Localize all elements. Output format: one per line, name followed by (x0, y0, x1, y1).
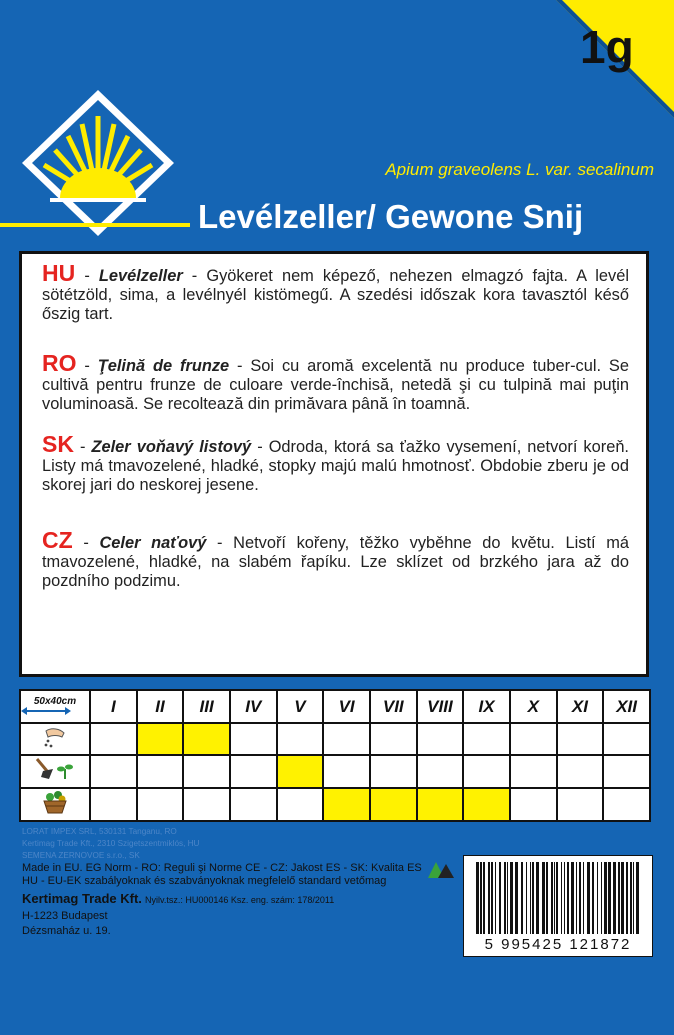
barcode-bar (561, 862, 562, 934)
description-cz: CZ - Celer naťový - Netvoří kořeny, těžko vyběhne do květu. Listí má tmavozelené, hladké, na slabém řapíku. Lze sklízet od brzkého jara až do pozdního podzimu. (42, 527, 630, 590)
month-header: VIII (417, 690, 464, 723)
barcode-bar (567, 862, 569, 934)
month-cell (557, 723, 604, 755)
month-cell (183, 723, 230, 755)
barcode-bar (636, 862, 639, 934)
seed-weight: 1g (580, 21, 634, 73)
norm-line: Made in EU. EG Norm - RO: Reguli şi Norme CE - CZ: Jakost ES - SK: Kvalita ES (22, 862, 422, 874)
month-header: X (510, 690, 557, 723)
month-cell (183, 788, 230, 821)
barcode-bar (587, 862, 590, 934)
month-header: XI (557, 690, 604, 723)
barcode-bar (579, 862, 581, 934)
distributor-line: Kertimag Trade Kft., 2310 Szigetszentmiklós, HU (22, 839, 200, 848)
barcode-bar (507, 862, 508, 934)
calendar-row-sowing (20, 723, 650, 755)
certification-logo-icon (426, 860, 456, 880)
month-cell (137, 755, 184, 787)
product-title: Levélzeller/ Gewone Snij (198, 198, 584, 235)
barcode-bar (571, 862, 574, 934)
barcode-bar (510, 862, 513, 934)
month-header: IX (463, 690, 510, 723)
variety-name: Zeler voňavý listový (91, 438, 252, 456)
spacing-cell (20, 690, 90, 723)
month-cell (183, 755, 230, 787)
latin-name: Apium graveolens L. var. secalinum (385, 160, 654, 179)
distributor-line: LORAT IMPEX SRL, 530131 Tanganu, RO (22, 827, 177, 836)
barcode-bar (499, 862, 501, 934)
barcode-bar (532, 862, 534, 934)
month-cell (90, 723, 137, 755)
barcode (463, 855, 653, 957)
barcode-bar (504, 862, 506, 934)
barcode-bars (472, 862, 644, 934)
barcode-bar (601, 862, 602, 934)
address-line: Dézsmaház u. 19. (22, 925, 111, 937)
company-name: Kertimag Trade Kft. (22, 891, 142, 906)
description-hu: HU - Levélzeller - Gyökeret nem képező, nehezen elmagzó fajta. A levél sötétzöld, sima, a levélnyél kistömegű. A szedési időszak kora tavasztól késő őszig tart. (42, 260, 629, 323)
barcode-bar (491, 862, 493, 934)
harvest-basket-icon (20, 788, 90, 821)
month-cell (230, 788, 277, 821)
barcode-bar (480, 862, 482, 934)
month-cell (137, 723, 184, 755)
barcode-bar (476, 862, 479, 934)
sowing-calendar (19, 689, 651, 822)
barcode-bar (551, 862, 553, 934)
description-text: Odroda, ktorá sa ťažko vysemení, netvorí koreň. Listy má tmavozelené, hladké, stopky majú malú hmotnosť. Obdobie zberu je od skorej jari do neskorej jesene. (42, 438, 629, 494)
variety-name: Levélzeller (98, 267, 183, 285)
language-code: RO (42, 350, 77, 376)
month-cell (603, 755, 650, 787)
calendar-header-row (20, 690, 650, 723)
norm-line: HU - EU-EK szabályoknak és szabványoknak megfelelő standard vetőmag (22, 874, 387, 887)
address-line: H-1223 Budapest (22, 909, 108, 922)
month-header: II (137, 690, 184, 723)
month-cell (417, 755, 464, 787)
month-header: VI (323, 690, 370, 723)
month-header: V (277, 690, 324, 723)
month-cell (510, 723, 557, 755)
barcode-bar (633, 862, 634, 934)
spacing-label: 50x40cm (33, 696, 77, 708)
month-cell (417, 723, 464, 755)
barcode-bar (608, 862, 611, 934)
month-cell (323, 755, 370, 787)
barcode-bar (556, 862, 558, 934)
month-cell (557, 788, 604, 821)
barcode-bar (526, 862, 527, 934)
month-cell (463, 723, 510, 755)
month-cell (323, 723, 370, 755)
month-header: III (183, 690, 230, 723)
month-cell (370, 755, 417, 787)
sun-logo-icon (20, 88, 176, 238)
month-cell (90, 755, 137, 787)
barcode-bar (618, 862, 620, 934)
registry-numbers: Nyilv.tsz.: HU000146 Ksz. eng. szám: 178/2011 (144, 895, 335, 905)
sowing-hand-icon (20, 723, 90, 755)
barcode-bar (536, 862, 539, 934)
month-cell (417, 788, 464, 821)
month-header: VII (370, 690, 417, 723)
month-cell (370, 788, 417, 821)
double-arrow-icon (21, 707, 71, 715)
language-code: HU (42, 260, 76, 286)
distributor-line: SEMENA ZERNOVOE s.r.o., SK (22, 851, 140, 860)
barcode-bar (546, 862, 548, 934)
barcode-bar (521, 862, 523, 934)
barcode-bar (483, 862, 485, 934)
month-cell (277, 723, 324, 755)
barcode-number: 5 995425 121872 (484, 936, 632, 953)
month-header: IV (230, 690, 277, 723)
variety-name: Celer naťový (99, 534, 207, 552)
description-box (19, 251, 649, 677)
month-cell (323, 788, 370, 821)
barcode-bar (564, 862, 565, 934)
barcode-bar (495, 862, 496, 934)
barcode-bar (542, 862, 545, 934)
barcode-bar (592, 862, 594, 934)
barcode-bar (488, 862, 490, 934)
calendar-row-harvest (20, 788, 650, 821)
barcode-bar (583, 862, 584, 934)
description-text: Netvoří kořeny, těžko vyběhne do květu. Listí má tmavozelené, hladké, na slabém řapíku. Lze sklízet od brzkého jara až do pozdního podzimu. (42, 534, 630, 590)
title-accent-line (0, 223, 190, 227)
legal-fine-print (22, 862, 462, 938)
month-cell (230, 723, 277, 755)
description-ro: RO - Ţelină de frunze - Soi cu aromă excelentă nu produce tuber-cul. Se cultivă pentru frunze de culoare verde-închisă, netedă şi cu tulpină mai puţin voluminoasă. Se recoltează din primăvara până în toamnă. (42, 350, 629, 413)
month-cell (230, 755, 277, 787)
month-cell (603, 723, 650, 755)
calendar-row-planting (20, 755, 650, 787)
barcode-bar (554, 862, 555, 934)
month-cell (277, 788, 324, 821)
barcode-bar (621, 862, 624, 934)
barcode-bar (626, 862, 628, 934)
barcode-bar (576, 862, 577, 934)
barcode-bar (530, 862, 531, 934)
month-cell (603, 788, 650, 821)
barcode-bar (597, 862, 598, 934)
barcode-bar (515, 862, 518, 934)
month-cell (90, 788, 137, 821)
month-cell (510, 788, 557, 821)
month-header: I (90, 690, 137, 723)
planting-shovel-icon (20, 755, 90, 787)
month-cell (463, 755, 510, 787)
language-code: SK (42, 431, 74, 457)
month-cell (137, 788, 184, 821)
description-sk: SK - Zeler voňavý listový - Odroda, ktorá sa ťažko vysemení, netvorí koreň. Listy má tmavozelené, hladké, stopky majú malú hmotnosť. Obdobie zberu je od skorej jari do neskorej jesene. (42, 431, 629, 494)
description-text: Gyökeret nem képező, nehezen elmagzó fajta. A levél sötétzöld, sima, a levélnyél kistömegű. A szedési időszak kora tavasztól késő őszig tart. (42, 267, 629, 323)
month-cell (370, 723, 417, 755)
month-header: XII (603, 690, 650, 723)
language-code: CZ (42, 527, 73, 553)
description-text: Soi cu aromă excelentă nu produce tuber-cul. Se cultivă pentru frunze de culoare verde-închisă, netedă şi cu tulpină mai puţin voluminoasă. Se recoltează din primăvara până în toamnă. (42, 357, 629, 413)
barcode-bar (604, 862, 607, 934)
variety-name: Ţelină de frunze (97, 357, 230, 375)
barcode-bar (613, 862, 616, 934)
barcode-bar (630, 862, 632, 934)
month-cell (557, 755, 604, 787)
month-cell (463, 788, 510, 821)
month-cell (277, 755, 324, 787)
month-cell (510, 755, 557, 787)
